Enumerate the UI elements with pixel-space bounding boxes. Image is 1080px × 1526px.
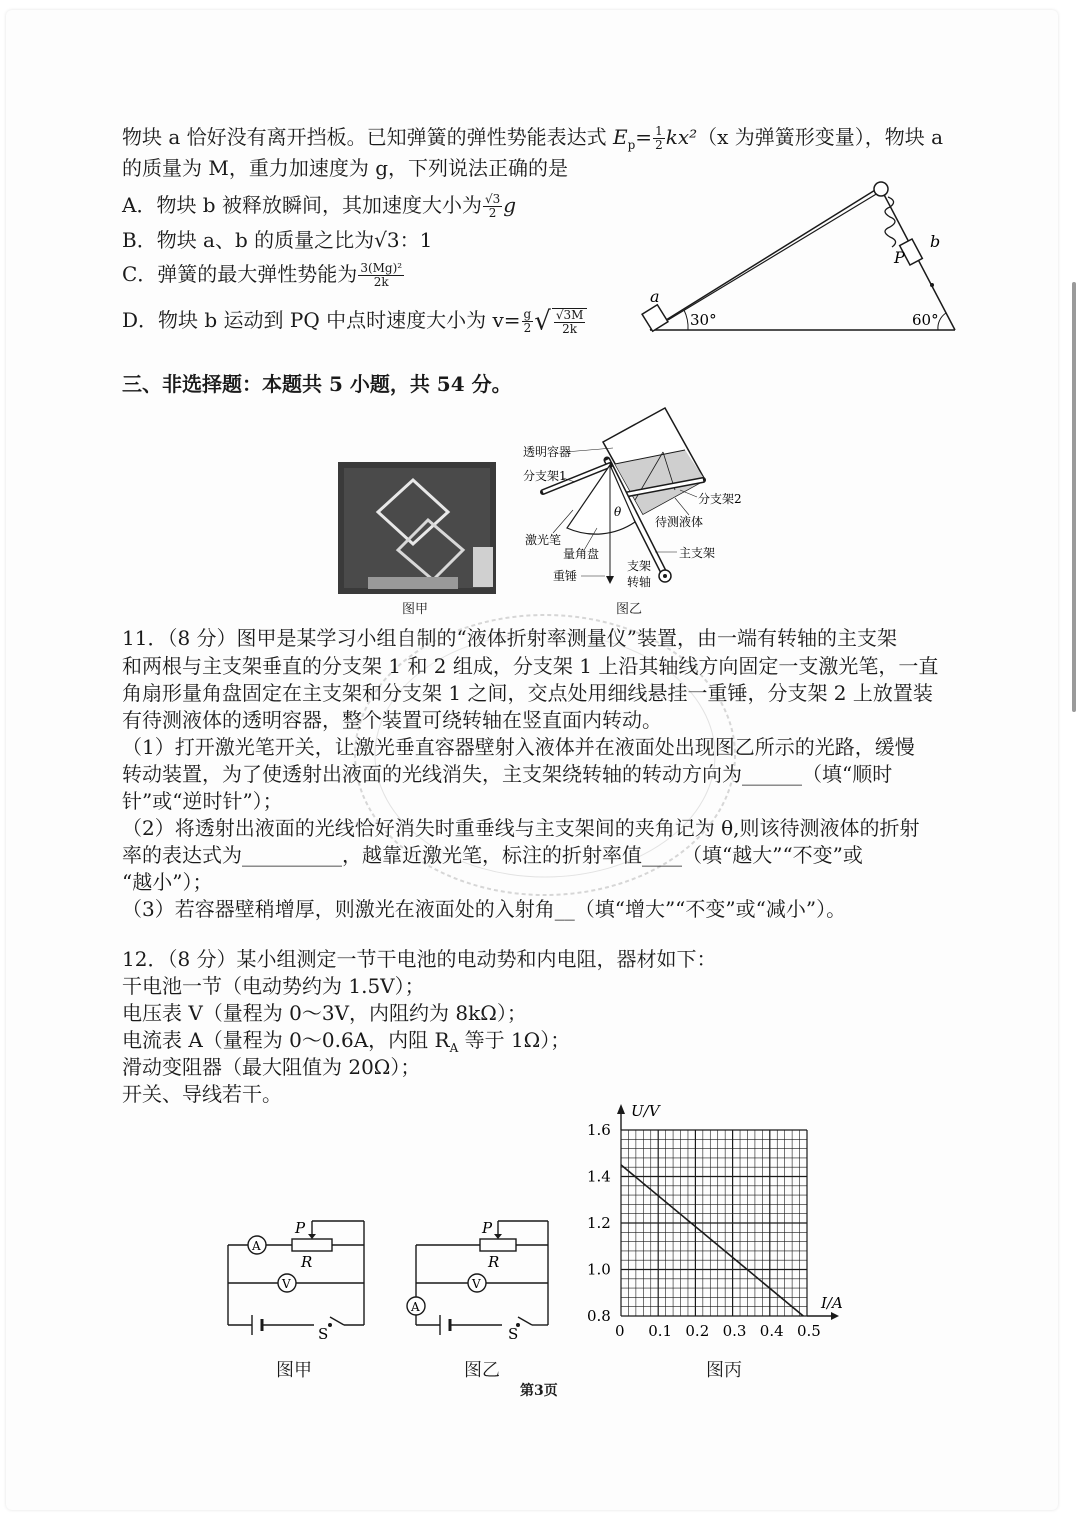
q11-caption-jia: 图甲 [402, 602, 429, 617]
label-r-yi: R [488, 1253, 500, 1271]
label-r-jia: R [301, 1253, 313, 1271]
slider-arrow-icon [494, 1234, 502, 1239]
q11-line-2: 和两根与主支架垂直的分支架 1 和 2 组成，分支架 1 上沿其轴线方向固定一支激光笔，一直 [122, 654, 939, 678]
y-tick-label: 1.4 [587, 1167, 611, 1186]
x-tick-label: 0.4 [759, 1322, 784, 1340]
page-number: 第3页 [520, 1383, 558, 1399]
sqrt-sign: √ [534, 306, 551, 337]
q11-line-9: 率的表达式为__________，越靠近激光笔，标注的折射率值____（填“越大”“不变”或 [122, 843, 863, 867]
leader-liquid [675, 498, 689, 515]
label-axle-2: 转轴 [627, 575, 652, 589]
x-axis-arrow-icon [831, 1312, 839, 1320]
label-branch1: 分支架1 [523, 469, 567, 483]
q11-line-5: （1）打开激光笔开关，让激光垂直容器壁射入液体并在液面处出现图乙所示的光路，缓慢 [122, 735, 915, 759]
incline-left-rail [668, 193, 878, 320]
voltmeter-label: V [282, 1277, 291, 1291]
q11-line-11: （3）若容器壁稍增厚，则激光在液面处的入射角__（填“增大”“不变”或“减小”）。 [122, 897, 847, 921]
label-protractor: 量角盘 [563, 547, 600, 561]
label-p-yi: P [482, 1219, 493, 1237]
option-c-fraction [358, 262, 404, 289]
ui-graph [585, 1100, 860, 1345]
option-c-num: 3(Mg)² [360, 261, 403, 275]
photo-base [368, 577, 458, 589]
switch-pivot [328, 1323, 332, 1327]
option-c-den: 2k [373, 275, 389, 289]
option-a-den: 2 [488, 206, 497, 220]
x-tick-label: 0.1 [648, 1322, 673, 1340]
plumb-weight-icon [606, 576, 614, 584]
q11-line-10: “越小”）； [122, 870, 213, 894]
y-tick-label: 1.0 [587, 1260, 611, 1279]
x-tick-label: 0.3 [722, 1322, 747, 1340]
q11-line-7: 针”或“逆时针”）； [122, 789, 283, 813]
option-a-g: g [503, 193, 517, 217]
axle-center [663, 574, 667, 578]
chart-grid [617, 1104, 839, 1320]
point-q [930, 283, 934, 287]
option-d-text: D．物块 b 运动到 PQ 中点时速度大小为 v= [122, 308, 521, 332]
q11-schematic [515, 400, 750, 605]
q10-option-a [122, 191, 516, 220]
q11-photo [338, 462, 496, 594]
chart-x-label: I/A [821, 1294, 843, 1312]
incline-left-bottom [650, 187, 880, 330]
leader-branch2 [680, 490, 697, 497]
option-a-text: A．物块 b 被释放瞬间，其加速度大小为 [122, 193, 482, 217]
option-a-fraction [483, 193, 502, 220]
label-branch2: 分支架2 [698, 492, 742, 506]
section-3-title: 三、非选择题：本题共 5 小题，共 54 分。 [122, 372, 512, 396]
label-p-jia: P [295, 1219, 306, 1237]
y-axis-arrow-icon [617, 1104, 625, 1114]
chart-y-label: U/V [631, 1102, 660, 1120]
angle-60: 60° [912, 311, 939, 329]
x-tick-label: 0.5 [797, 1322, 821, 1340]
label-liquid: 待测液体 [655, 515, 704, 529]
option-d-sqrt-fraction [552, 308, 588, 336]
resistor-r [480, 1239, 516, 1251]
q11-caption-yi: 图乙 [616, 602, 643, 617]
q11-line-6: 转动装置，为了使透射出液面的光线消失，主支架绕转轴的转动方向为______（填“顺时 [122, 762, 893, 786]
angle-arc-right [938, 313, 946, 330]
q12-line-2: 干电池一节（电动势约为 1.5V）； [122, 974, 425, 998]
circuit-caption-yi: 图乙 [464, 1360, 500, 1381]
x-tick-label: 0.2 [685, 1322, 710, 1340]
chart-ticks [587, 1121, 821, 1340]
ep-kx2: kx² [665, 125, 698, 149]
voltmeter-label: V [472, 1277, 481, 1291]
block-a [642, 305, 668, 331]
leader-container [565, 448, 613, 452]
label-laser: 激光笔 [525, 533, 562, 547]
option-d-num: g [523, 307, 532, 321]
label-s-jia: S [318, 1325, 329, 1340]
q10-line1-post: （x 为弹簧形变量），物块 a [697, 125, 944, 149]
ammeter-label: A [252, 1239, 261, 1253]
y-tick-label: 0.8 [587, 1307, 611, 1325]
theta-label: θ [614, 505, 622, 519]
q12-line-5: 滑动变阻器（最大阻值为 20Ω）； [122, 1055, 421, 1079]
switch-s [330, 1317, 344, 1325]
q12-line-6: 开关、导线若干。 [122, 1082, 282, 1106]
resistor-r [292, 1239, 332, 1251]
x-tick-label: 0 [615, 1322, 625, 1340]
option-d-sqrt-den: 2k [562, 321, 578, 336]
ep-frac-den: 2 [655, 138, 663, 152]
option-d-den: 2 [523, 321, 532, 335]
q10-incline-figure [630, 175, 970, 340]
q12-line-4-post: 等于 1Ω）； [458, 1028, 571, 1052]
option-a-num: √3 [484, 192, 501, 206]
pulley-icon [874, 182, 888, 196]
ammeter-label: A [411, 1300, 420, 1314]
option-d-fraction [522, 308, 534, 335]
ep-eq: = [635, 125, 653, 149]
ep-sub: p [627, 138, 636, 152]
q11-line-4: 有待测液体的透明容器，整个装置可绕转轴在竖直面内转动。 [122, 708, 662, 732]
photo-bright-patch [473, 547, 493, 587]
q11-line-3: 角扇形量角盘固定在主支架和分支架 1 之间，交点处用细线悬挂一重锤，分支架 2 上放置装 [122, 681, 933, 705]
q10-option-b: B．物块 a、b 的质量之比为√3：1 [122, 228, 433, 252]
q11-line-8: （2）将透射出液面的光线恰好消失时重垂线与主支架间的夹角记为 θ,则该待测液体的折射 [122, 816, 920, 840]
circuit-yi [406, 1215, 556, 1340]
series-line [621, 1165, 803, 1316]
label-main: 主支架 [679, 546, 716, 560]
q11-line-1: 11．（8 分）图甲是某学习小组自制的“液体折射率测量仪”装置，由一端有转轴的主支架 [122, 626, 897, 650]
label-axle-1: 支架 [627, 559, 652, 573]
label-p: P [894, 248, 905, 267]
photo-texture [344, 468, 490, 588]
q10-line1-pre: 物块 a 恰好没有离开挡板。已知弹簧的弹性势能表达式 [122, 125, 613, 149]
y-tick-label: 1.2 [587, 1214, 611, 1232]
label-b: b [930, 232, 941, 251]
ep-fraction [653, 125, 665, 152]
angle-30: 30° [690, 311, 717, 329]
y-tick-label: 1.6 [587, 1121, 611, 1139]
q12-line-3: 电压表 V（量程为 0～3V，内阻约为 8kΩ）； [122, 1001, 527, 1025]
scrollbar[interactable] [1072, 282, 1076, 712]
q12-line-4-pre: 电流表 A（量程为 0～0.6A，内阻 R [122, 1028, 450, 1052]
spring-icon [885, 197, 896, 247]
label-container: 透明容器 [523, 445, 572, 459]
switch-s [518, 1317, 532, 1325]
label-weight: 重锤 [553, 569, 578, 583]
ra-sub: A [449, 1041, 459, 1055]
angle-arc-left [684, 310, 688, 330]
q10-option-c [122, 260, 405, 289]
chart-series [621, 1165, 803, 1316]
q12-line-1: 12．（8 分）某小组测定一节干电池的电动势和内电阻，器材如下： [122, 947, 717, 971]
ep-frac-num: 1 [655, 124, 663, 138]
label-a: a [650, 287, 660, 306]
circuit-caption-jia: 图甲 [276, 1360, 312, 1381]
circuit-jia [222, 1215, 372, 1340]
chart-caption-bing: 图丙 [706, 1360, 742, 1381]
q10-option-d [122, 306, 588, 336]
label-s-yi: S [508, 1325, 519, 1340]
ep-symbol: E [613, 125, 628, 149]
option-c-text: C．弹簧的最大弹性势能为 [122, 262, 358, 286]
q10-line2: 的质量为 M，重力加速度为 g，下列说法正确的是 [122, 156, 568, 180]
option-d-sqrt-num: √3M [555, 307, 584, 322]
slider-arrow-icon [308, 1234, 316, 1239]
